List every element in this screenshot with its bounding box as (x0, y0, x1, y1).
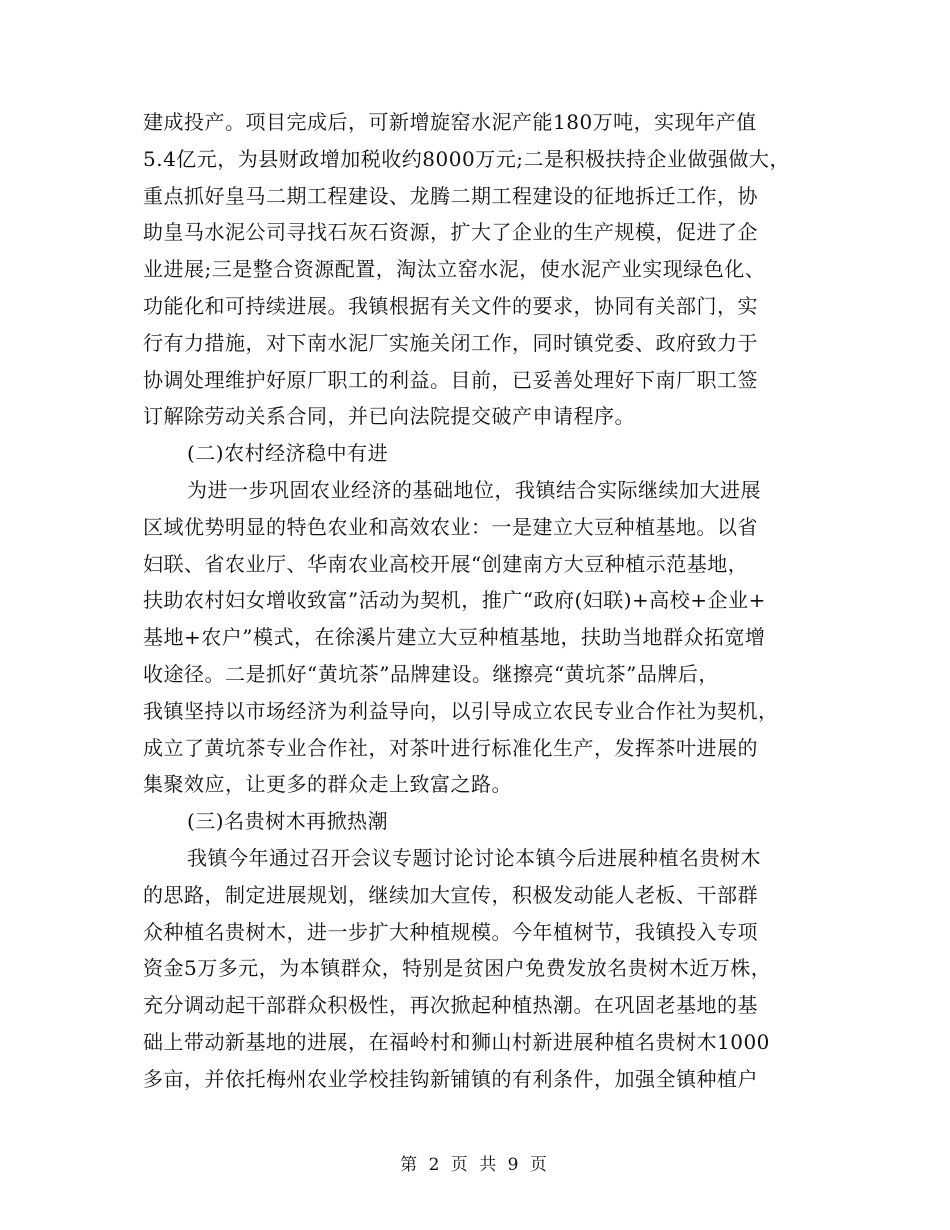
body-line: 妇联、省农业厅、华南农业高校开展“创建南方大豆种植示范基地， (143, 551, 749, 576)
body-line: 我镇今年通过召开会议专题讨论讨论本镇今后进展种植名贵树木 (187, 845, 761, 870)
body-line: 5.4亿元，为县财政增加税收约8000万元;二是积极扶持企业做强做大， (143, 146, 790, 171)
body-line: 协调处理维护好原厂职工的利益。目前，已妥善处理好下南厂职工签 (143, 367, 758, 392)
page-footer: 第 2 页 共 9 页 (400, 1155, 550, 1175)
body-line: 充分调动起干部群众积极性，再次掀起种植热潮。在巩固老基地的基 (143, 993, 758, 1018)
body-line: 我镇坚持以市场经济为利益导向，以引导成立农民专业合作社为契机， (143, 698, 779, 723)
section-heading: (三)名贵树木再掀热潮 (187, 809, 389, 834)
body-line: 收途径。二是抓好“黄坑茶”品牌建设。继擦亮“黄坑茶”品牌后， (143, 661, 719, 686)
body-line: 行有力措施，对下南水泥厂实施关闭工作，同时镇党委、政府致力于 (143, 330, 758, 355)
body-line: 成立了黄坑茶专业合作社，对茶叶进行标准化生产，发挥茶叶进展的 (143, 735, 758, 760)
section-heading: (二)农村经济稳中有进 (187, 441, 389, 466)
body-line: 多亩，并依托梅州农业学校挂钩新铺镇的有利条件，加强全镇种植户 (143, 1066, 758, 1091)
body-line: 基地+农户”模式，在徐溪片建立大豆种植基地，扶助当地群众拓宽增 (143, 625, 766, 650)
body-line: 集聚效应，让更多的群众走上致富之路。 (143, 772, 512, 797)
body-line: 订解除劳动关系合同，并已向法院提交破产申请程序。 (143, 404, 635, 429)
body-line: 的思路，制定进展规划，继续加大宣传，积极发动能人老板、干部群 (143, 882, 758, 907)
document-body (143, 104, 823, 1098)
body-line: 业进展;三是整合资源配置，淘汰立窑水泥，使水泥产业实现绿色化、 (143, 257, 766, 282)
body-line: 建成投产。项目完成后，可新增旋窑水泥产能180万吨，实现年产值 (143, 110, 757, 134)
body-line: 础上带动新基地的进展，在福岭村和狮山村新进展种植名贵树木1000 (143, 1029, 770, 1054)
body-line: 众种植名贵树木，进一步扩大种植规模。今年植树节，我镇投入专项 (143, 919, 758, 944)
body-line: 重点抓好皇马二期工程建设、龙腾二期工程建设的征地拆迁工作，协 (143, 183, 758, 208)
body-line: 资金5万多元，为本镇群众，特别是贫困户免费发放名贵树木近万株， (143, 956, 772, 981)
body-line: 为进一步巩固农业经济的基础地位，我镇结合实际继续加大进展 (187, 477, 761, 502)
body-line: 区域优势明显的特色农业和高效农业：一是建立大豆种植基地。以省 (143, 514, 758, 539)
body-line: 助皇马水泥公司寻找石灰石资源，扩大了企业的生产规模，促进了企 (143, 220, 758, 245)
body-line: 功能化和可持续进展。我镇根据有关文件的要求，协同有关部门，实 (143, 293, 758, 318)
body-line: 扶助农村妇女增收致富”活动为契机，推广“政府(妇联)+高校+企业+ (143, 588, 766, 613)
